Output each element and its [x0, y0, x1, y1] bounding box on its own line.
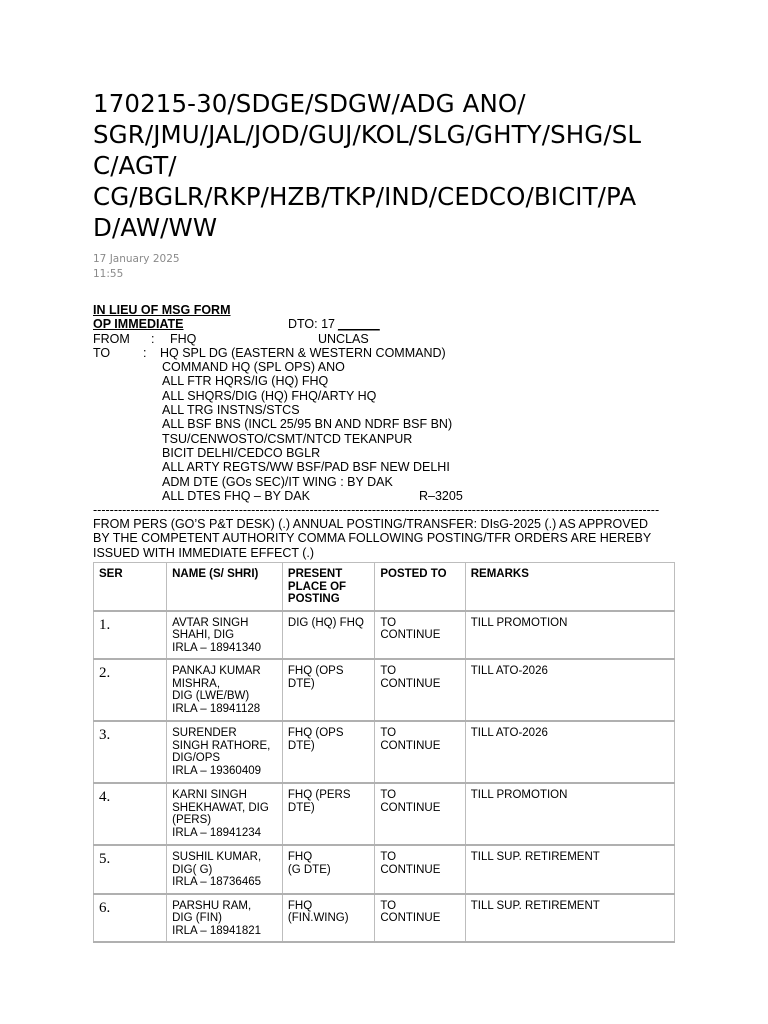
body-line: BY THE COMPETENT AUTHORITY COMMA FOLLOWING POSTING/TFR ORDERS ARE HEREBY: [93, 531, 652, 546]
priority-row: [93, 317, 675, 331]
document-meta: [93, 252, 675, 282]
present-line: (G DTE): [287, 863, 331, 876]
cell-posted-to: [375, 659, 465, 721]
name-line: PANKAJ KUMAR: [172, 665, 261, 678]
posted-line: TO: [380, 616, 397, 629]
document-page: [93, 88, 675, 943]
name-line: DIG (LWE/BW): [172, 690, 250, 703]
header-present: [282, 563, 374, 611]
title-line: SGR/JMU/JAL/JOD/GUJ/KOL/SLG/GHTY/SHG/SL: [93, 120, 642, 149]
cell-posted-to: [375, 721, 465, 783]
addressee: ALL DTES FHQ – BY DAK: [162, 488, 310, 503]
posted-line: CONTINUE: [380, 677, 441, 690]
message-header: [93, 303, 675, 560]
addressee-row: [93, 374, 675, 388]
cell-present-posting: [282, 894, 374, 943]
addressee: ALL SHQRS/DIG (HQ) FHQ/ARTY HQ: [162, 388, 377, 403]
form-heading: IN LIEU OF MSG FORM: [93, 303, 231, 317]
name-line: (PERS): [172, 814, 212, 827]
table-body: [94, 611, 675, 943]
present-line: FHQ: [287, 899, 313, 912]
from-value: FHQ: [170, 331, 197, 346]
header-present-line: PLACE OF: [287, 580, 347, 593]
cell-remarks: TILL SUP. RETIREMENT: [465, 894, 674, 943]
cell-name: [167, 611, 283, 660]
addressee: ALL FTR HQRS/IG (HQ) FHQ: [162, 374, 329, 389]
cell-remarks: TILL SUP. RETIREMENT: [465, 845, 674, 894]
posted-line: CONTINUE: [380, 629, 441, 642]
name-line: DIG( G): [172, 863, 213, 876]
table-row: [94, 659, 675, 721]
name-line: SHEKHAWAT, DIG: [172, 801, 269, 814]
name-line: AVTAR SINGH: [172, 616, 249, 629]
addressee-row: [93, 360, 675, 374]
body-line: FROM PERS (GO’S P&T DESK) (.) ANNUAL POSTING/TRANSFER: DIsG-2025 (.) AS APPROVED: [93, 517, 648, 532]
addressee-row: [93, 446, 675, 460]
cell-present-posting: [282, 659, 374, 721]
addressee-row: [93, 403, 675, 417]
addressee-row: [93, 432, 675, 446]
name-line: IRLA – 18941340: [172, 641, 262, 654]
name-line: IRLA – 18736465: [172, 876, 262, 889]
body-line: ISSUED WITH IMMEDIATE EFFECT (.): [93, 545, 315, 560]
cell-name: [167, 659, 283, 721]
addressee: ALL TRG INSTNS/STCS: [162, 403, 300, 418]
addressee: TSU/CENWOSTO/CSMT/NTCD TEKANPUR: [162, 431, 413, 446]
present-line: FHQ (OPS: [287, 727, 344, 740]
header-posted-to: POSTED TO: [375, 563, 465, 611]
from-row: [93, 332, 675, 346]
addressee: ALL ARTY REGTS/WW BSF/PAD BSF NEW DELHI: [162, 460, 450, 475]
posted-line: TO: [380, 899, 397, 912]
cell-present-posting: [282, 845, 374, 894]
to-label: TO: [93, 345, 111, 360]
message-body: [93, 517, 675, 560]
posted-line: CONTINUE: [380, 801, 441, 814]
present-line: FHQ (OPS: [287, 665, 344, 678]
name-line: DIG/OPS: [172, 752, 221, 765]
to-colon: :: [143, 345, 147, 360]
cell-name: [167, 845, 283, 894]
title-line: C/AGT/: [93, 151, 177, 180]
cell-name: [167, 721, 283, 783]
priority-label: OP IMMEDIATE: [93, 317, 184, 332]
name-line: IRLA – 18941234: [172, 826, 262, 839]
cell-present-posting: [282, 611, 374, 660]
to-row: [93, 346, 675, 360]
header-present-line: POSTING: [287, 593, 340, 606]
dto-blank: ______: [338, 317, 380, 332]
header-present-line: PRESENT: [287, 568, 343, 581]
reference-number: R–3205: [419, 488, 463, 503]
cell-ser: 3.: [94, 721, 167, 783]
addressee: BICIT DELHI/CEDCO BGLR: [162, 445, 321, 460]
table-row: [94, 845, 675, 894]
posted-line: CONTINUE: [380, 739, 441, 752]
posted-line: CONTINUE: [380, 912, 441, 925]
cell-remarks: TILL ATO-2026: [465, 721, 674, 783]
addressee: HQ SPL DG (EASTERN & WESTERN COMMAND): [160, 345, 446, 360]
table-row: [94, 783, 675, 845]
posted-line: TO: [380, 851, 397, 864]
title-line: CG/BGLR/RKP/HZB/TKP/IND/CEDCO/BICIT/PA: [93, 182, 637, 211]
name-line: SUSHIL KUMAR,: [172, 851, 262, 864]
posted-line: TO: [380, 789, 397, 802]
posted-line: CONTINUE: [380, 863, 441, 876]
classification: UNCLAS: [318, 331, 369, 346]
separator-line: ----------------------------------------------------------------------------------------------------------------------------------------: [93, 503, 660, 518]
dto-label: DTO: 17: [288, 317, 336, 332]
document-date: 17 January 2025: [93, 253, 180, 265]
name-line: SURENDER: [172, 727, 237, 740]
cell-posted-to: [375, 845, 465, 894]
present-line: FHQ: [287, 851, 313, 864]
cell-remarks: TILL PROMOTION: [465, 611, 674, 660]
cell-name: [167, 783, 283, 845]
name-line: IRLA – 18941821: [172, 924, 262, 937]
posted-line: TO: [380, 665, 397, 678]
addressee-row: [93, 460, 675, 474]
from-label: FROM: [93, 331, 130, 346]
cell-ser: 5.: [94, 845, 167, 894]
present-line: (FIN.WING): [287, 912, 349, 925]
title-line: 170215-30/SDGE/SDGW/ADG ANO/: [93, 89, 526, 118]
name-line: SHAHI, DIG: [172, 629, 235, 642]
table-row: [94, 721, 675, 783]
cell-ser: 2.: [94, 659, 167, 721]
cell-remarks: TILL PROMOTION: [465, 783, 674, 845]
present-line: DTE): [287, 801, 315, 814]
table-row: [94, 894, 675, 943]
addressee-row: [93, 417, 675, 431]
present-line: DTE): [287, 739, 315, 752]
name-line: KARNI SINGH: [172, 789, 247, 802]
addressee: ALL BSF BNS (INCL 25/95 BN AND NDRF BSF BN): [162, 417, 453, 432]
present-line: DTE): [287, 677, 315, 690]
name-line: PARSHU RAM,: [172, 899, 252, 912]
name-line: DIG (FIN): [172, 912, 222, 925]
name-line: IRLA – 19360409: [172, 764, 262, 777]
name-line: IRLA – 18941128: [172, 702, 261, 715]
header-remarks: REMARKS: [465, 563, 674, 611]
title-line: D/AW/WW: [93, 213, 218, 242]
header-name: NAME (S/ SHRI): [167, 563, 283, 611]
table-header-row: [94, 563, 675, 611]
cell-present-posting: [282, 783, 374, 845]
table-row: [94, 611, 675, 660]
cell-remarks: TILL ATO-2026: [465, 659, 674, 721]
present-line: DIG (HQ) FHQ: [287, 616, 364, 629]
present-line: FHQ (PERS: [287, 789, 351, 802]
addressee-row: [93, 489, 675, 503]
document-time: 11:55: [93, 268, 124, 280]
name-line: MISHRA,: [172, 677, 221, 690]
addressee: ADM DTE (GOs SEC)/IT WING : BY DAK: [162, 474, 393, 489]
cell-ser: 6.: [94, 894, 167, 943]
addressee-row: [93, 389, 675, 403]
header-ser: SER: [94, 563, 167, 611]
from-colon: :: [151, 331, 155, 346]
cell-posted-to: [375, 783, 465, 845]
cell-ser: 4.: [94, 783, 167, 845]
cell-posted-to: [375, 894, 465, 943]
posted-line: TO: [380, 727, 397, 740]
name-line: SINGH RATHORE,: [172, 739, 271, 752]
document-title: [93, 88, 675, 243]
addressee-row: [93, 475, 675, 489]
cell-name: [167, 894, 283, 943]
cell-posted-to: [375, 611, 465, 660]
addressee: COMMAND HQ (SPL OPS) ANO: [162, 360, 345, 375]
cell-ser: 1.: [94, 611, 167, 660]
posting-table: [93, 562, 675, 943]
cell-present-posting: [282, 721, 374, 783]
